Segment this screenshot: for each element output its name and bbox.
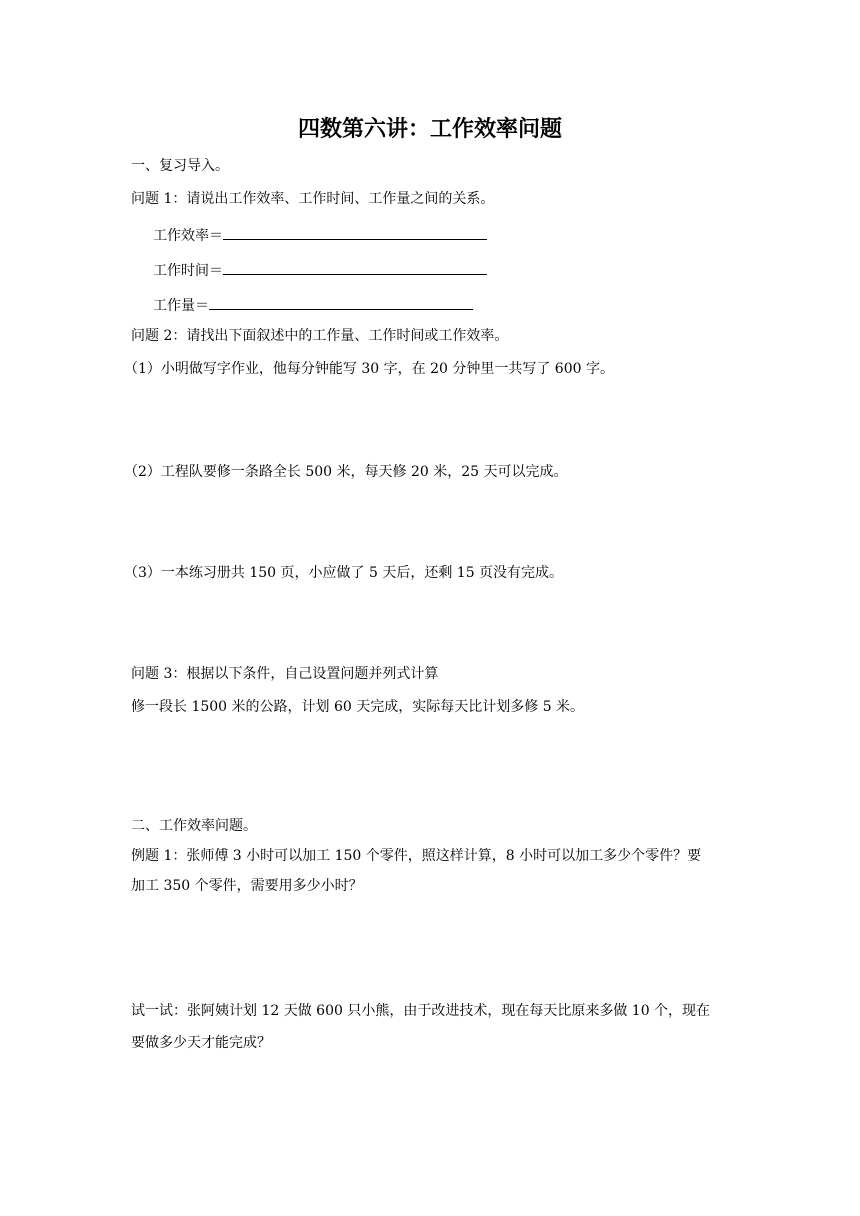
answer-blank-amount[interactable] — [209, 295, 473, 310]
question2-item-1: （1）小明做写字作业，他每分钟能写 30 字，在 20 分钟里一共写了 600 字。 — [124, 361, 614, 377]
example1-line2: 加工 350 个零件，需要用多少小时？ — [131, 878, 363, 894]
question2-item-2: （2）工程队要修一条路全长 500 米，每天修 20 米，25 天可以完成。 — [124, 464, 568, 480]
formula-line-amount — [153, 295, 473, 316]
try-line2: 要做多少天才能完成？ — [131, 1035, 271, 1051]
question1-prompt: 问题 1：请说出工作效率、工作时间、工作量之间的关系。 — [131, 191, 495, 207]
question3-condition: 修一段长 1500 米的公路，计划 60 天完成，实际每天比计划多修 5 米。 — [131, 699, 585, 715]
formula-label-time: 工作时间＝ — [153, 263, 223, 279]
formula-label-amount: 工作量＝ — [153, 298, 209, 314]
try-line1: 试一试：张阿姨计划 12 天做 600 只小熊，由于改进技术，现在每天比原来多做 10 个，现在 — [131, 1003, 711, 1019]
section2-heading: 二、工作效率问题。 — [131, 818, 257, 834]
page-title: 四数第六讲：工作效率问题 — [297, 116, 562, 142]
answer-blank-time[interactable] — [223, 260, 487, 275]
formula-line-time — [153, 260, 487, 281]
question3-prompt: 问题 3：根据以下条件，自己设置问题并列式计算 — [131, 666, 439, 682]
formula-line-efficiency — [153, 225, 487, 246]
question2-prompt: 问题 2：请找出下面叙述中的工作量、工作时间或工作效率。 — [131, 328, 509, 344]
answer-blank-efficiency[interactable] — [223, 225, 487, 240]
section1-heading: 一、复习导入。 — [131, 158, 229, 174]
example1-line1: 例题 1：张师傅 3 小时可以加工 150 个零件，照这样计算，8 小时可以加工多少个零件？要 — [131, 848, 702, 864]
question2-item-3: （3）一本练习册共 150 页，小应做了 5 天后，还剩 15 页没有完成。 — [124, 565, 564, 581]
formula-label-efficiency: 工作效率＝ — [153, 228, 223, 244]
